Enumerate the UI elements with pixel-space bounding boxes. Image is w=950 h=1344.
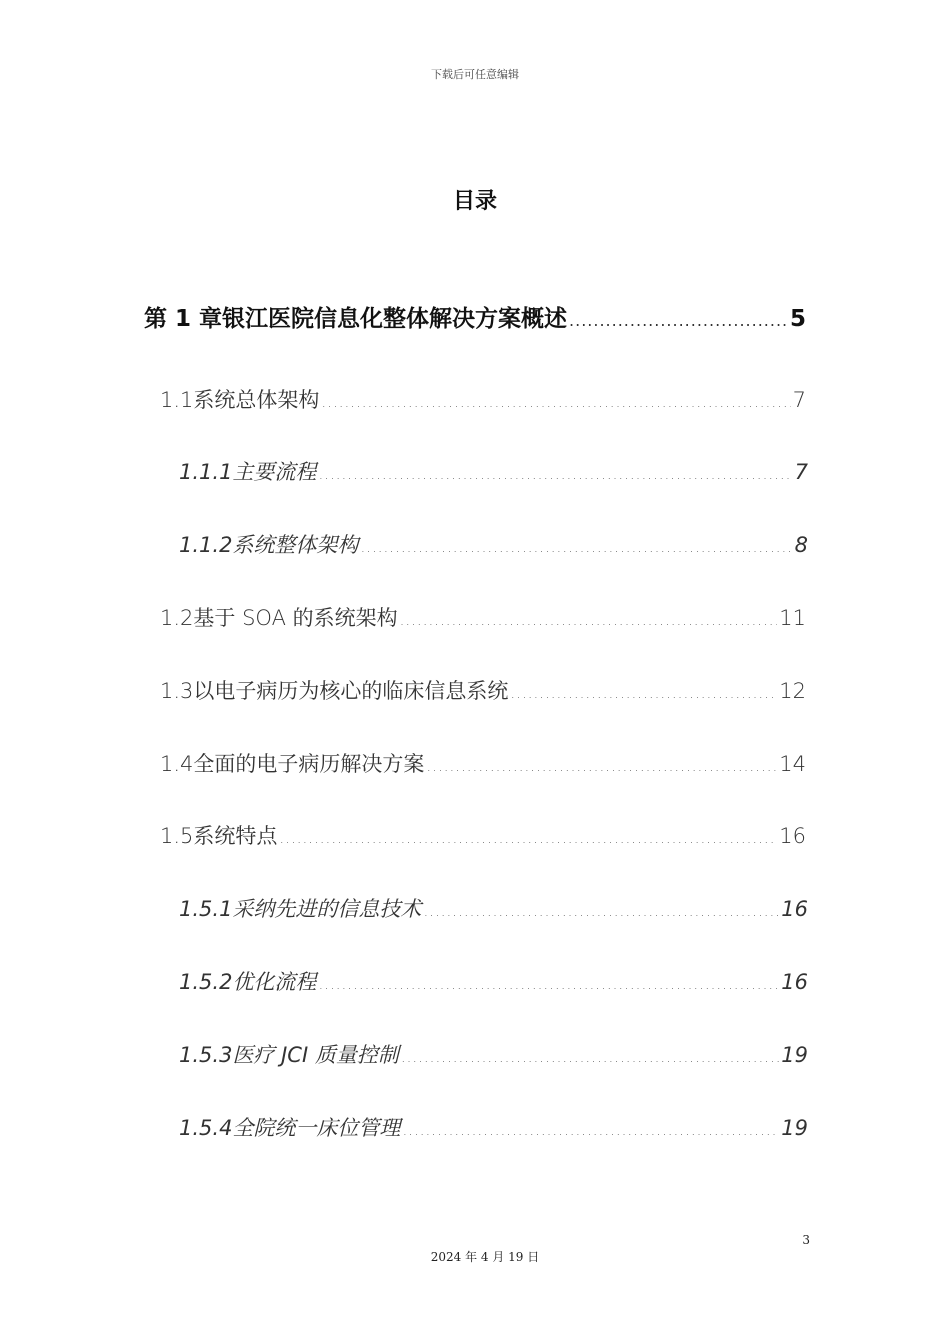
toc-entry-1-5-4[interactable] bbox=[179, 1112, 808, 1142]
toc-entry-1-5[interactable] bbox=[160, 820, 806, 850]
toc-entry-page: 14 bbox=[779, 752, 806, 776]
toc-entry-1-2[interactable] bbox=[160, 602, 806, 632]
toc-entry-1-1[interactable] bbox=[160, 384, 806, 414]
toc-dot-leader bbox=[279, 829, 777, 847]
toc-entry-label: 采纳先进的信息技术 bbox=[232, 897, 422, 921]
toc-entry-page: 16 bbox=[779, 824, 806, 848]
toc-entry-page: 19 bbox=[781, 1116, 808, 1140]
toc-entry-label: 全面的电子病历解决方案 bbox=[193, 752, 425, 776]
toc-entry-number: 1.1 bbox=[160, 388, 194, 412]
toc-dot-leader bbox=[318, 975, 779, 993]
page-number: 3 bbox=[802, 1233, 810, 1247]
header-note: 下载后可任意编辑 bbox=[431, 68, 519, 81]
toc-entry-page: 11 bbox=[779, 606, 806, 630]
toc-entry-1-5-2[interactable] bbox=[179, 966, 808, 996]
toc-entry-label: 优化流程 bbox=[232, 970, 317, 994]
toc-entry-number: 1.1.1 bbox=[179, 460, 233, 484]
toc-entry-1-1-2[interactable] bbox=[179, 529, 808, 559]
toc-entry-label: 系统总体架构 bbox=[193, 388, 320, 412]
toc-dot-leader bbox=[360, 538, 792, 556]
toc-entry-page: 16 bbox=[781, 897, 808, 921]
toc-entry-number: 1.5 bbox=[160, 824, 194, 848]
toc-dot-leader bbox=[400, 611, 778, 629]
toc-entry-chapter-1[interactable] bbox=[144, 300, 806, 333]
toc-entry-number: 1.2 bbox=[160, 606, 194, 630]
toc-entry-label: 主要流程 bbox=[232, 460, 317, 484]
toc-entry-page: 12 bbox=[779, 679, 806, 703]
toc-entry-1-5-3[interactable] bbox=[179, 1039, 808, 1069]
toc-entry-page: 7 bbox=[792, 388, 806, 412]
toc-entry-page: 19 bbox=[781, 1043, 808, 1067]
toc-entry-1-3[interactable] bbox=[160, 675, 806, 705]
toc-dot-leader bbox=[426, 757, 777, 775]
toc-dot-leader bbox=[569, 311, 788, 330]
toc-entry-label: 医疗 JCI 质量控制 bbox=[232, 1043, 399, 1067]
toc-entry-label: 基于 SOA 的系统架构 bbox=[193, 606, 398, 630]
toc-entry-number: 1.5.1 bbox=[179, 897, 233, 921]
toc-dot-leader bbox=[401, 1048, 779, 1066]
toc-entry-label: 以电子病历为核心的临床信息系统 bbox=[193, 679, 509, 703]
toc-entry-number: 1.5.2 bbox=[179, 970, 233, 994]
toc-entry-page: 8 bbox=[794, 533, 808, 557]
toc-dot-leader bbox=[423, 902, 779, 920]
toc-entry-label: 全院统一床位管理 bbox=[232, 1116, 401, 1140]
toc-entry-number: 1.4 bbox=[160, 752, 194, 776]
toc-entry-1-4[interactable] bbox=[160, 748, 806, 778]
toc-entry-label: 系统特点 bbox=[193, 824, 278, 848]
toc-entry-page: 5 bbox=[789, 306, 806, 332]
toc-entry-1-5-1[interactable] bbox=[179, 893, 808, 923]
toc-entry-number: 1.5.4 bbox=[179, 1116, 233, 1140]
toc-entry-label: 系统整体架构 bbox=[232, 533, 359, 557]
toc-entry-number: 1.1.2 bbox=[179, 533, 233, 557]
toc-entry-page: 7 bbox=[794, 460, 808, 484]
toc-dot-leader bbox=[402, 1121, 779, 1139]
toc-dot-leader bbox=[510, 684, 777, 702]
toc-dot-leader bbox=[321, 393, 790, 411]
footer-date: 2024 年 4 月 19 日 bbox=[430, 1250, 540, 1264]
toc-dot-leader bbox=[318, 465, 792, 483]
toc-entry-number: 1.5.3 bbox=[179, 1043, 233, 1067]
toc-entry-number: 第 1 章 bbox=[144, 306, 223, 332]
toc-title: 目录 bbox=[452, 189, 497, 214]
toc-entry-label: 银江医院信息化整体解决方案概述 bbox=[222, 306, 568, 332]
toc-entry-page: 16 bbox=[781, 970, 808, 994]
toc-entry-number: 1.3 bbox=[160, 679, 194, 703]
toc-entry-1-1-1[interactable] bbox=[179, 456, 808, 486]
